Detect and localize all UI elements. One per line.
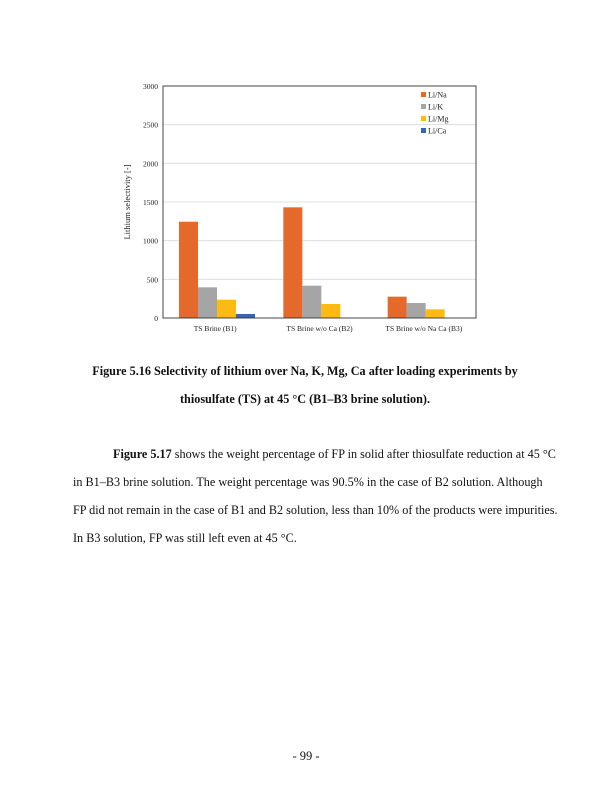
legend-swatch [421,128,426,133]
bar-li-k [407,303,426,318]
bar-li-na [179,222,198,318]
bar-li-k [198,287,217,318]
paragraph-line-2: in B1–B3 brine solution. The weight percentage was 90.5% in the case of B2 solution. Although [73,475,543,489]
bar-li-na [283,207,302,318]
bar-li-ca [236,314,255,318]
page-number: - 99 - [292,749,320,763]
paragraph-line-1 [113,447,556,462]
paragraph-line-3: FP did not remain in the case of B1 and B2 solution, less than 10% of the products were impurities. [73,503,558,517]
y-tick-label: 500 [146,275,158,285]
paragraph-line-4: In B3 solution, FP was still left even at 45 °C. [73,531,297,545]
y-tick-label: 2500 [143,120,158,130]
y-tick-label: 3000 [143,82,158,91]
x-tick-label: TS Brine w/o Ca (B2) [286,324,353,333]
x-tick-label: TS Brine (B1) [193,324,237,333]
bar-li-mg [426,309,445,318]
legend-label: Li/Mg [428,114,449,124]
y-tick-label: 0 [154,314,158,323]
x-tick-label: TS Brine w/o Na Ca (B3) [385,324,463,333]
bar-li-mg [321,304,340,318]
bar-li-k [302,286,321,318]
legend-label: Li/Ca [428,126,447,136]
figure-caption-line-2: thiosulfate (TS) at 45 °C (B1–B3 brine solution). [180,392,430,406]
y-axis-label: Lithium selectivity [-] [122,164,132,240]
legend-swatch [421,104,426,109]
y-tick-label: 2000 [143,159,158,169]
bar-li-mg [217,300,236,318]
paragraph-text: shows the weight percentage of FP in solid after thiosulfate reduction at 45 °C [171,447,556,461]
bar-li-na [388,297,407,318]
y-tick-label: 1500 [143,198,158,207]
legend-label: Li/Na [428,90,447,100]
figure-caption-line-1: Figure 5.16 Selectivity of lithium over Na, K, Mg, Ca after loading experiments by [92,364,518,378]
legend-swatch [421,116,426,121]
selectivity-bar-chart [0,0,612,340]
y-tick-label: 1000 [143,236,158,246]
figure-reference: Figure 5.17 [113,447,172,461]
legend-swatch [421,92,426,97]
legend-label: Li/K [428,102,444,112]
